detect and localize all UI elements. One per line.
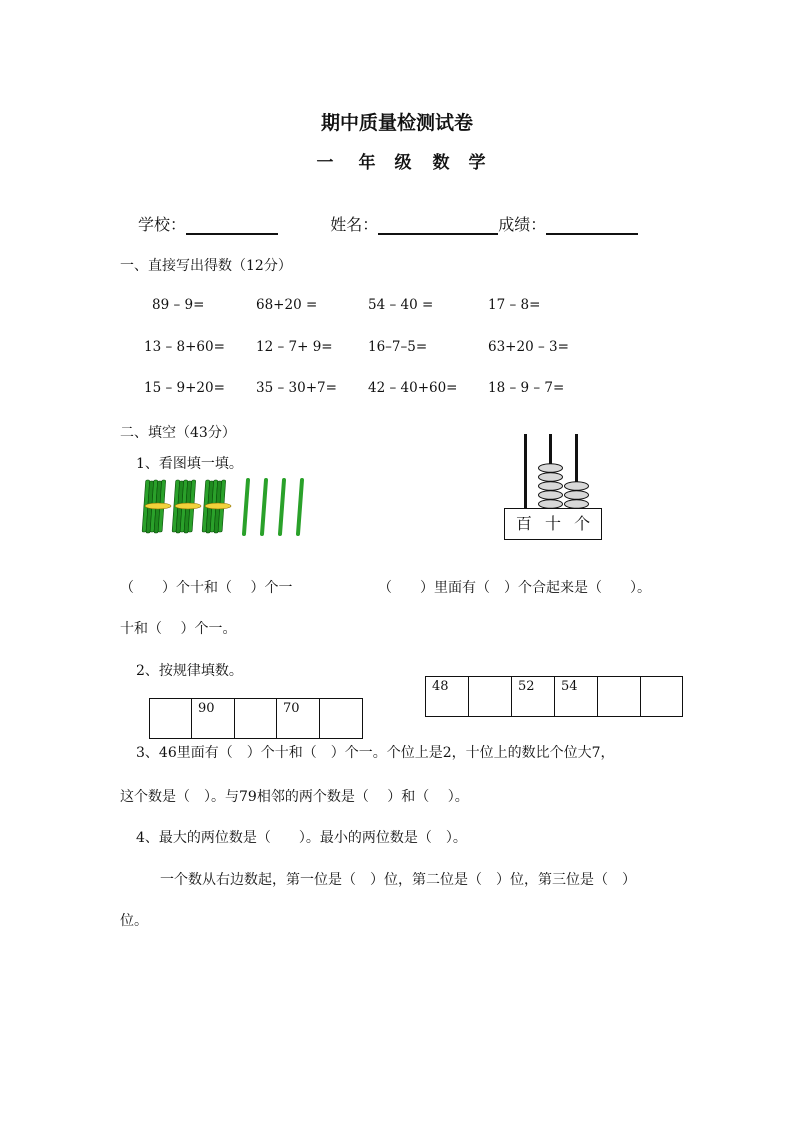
arith-item: 89 – 9= — [152, 297, 205, 313]
q1-label: 1、看图填一填。 — [136, 456, 243, 472]
abacus-bead — [539, 491, 563, 500]
sequence-cell[interactable] — [150, 699, 192, 739]
q3-line1: 3、46里面有（ ）个十和（ ）个一。个位上是2，十位上的数比个位大7， — [136, 745, 615, 761]
sequence-cell[interactable] — [320, 699, 363, 739]
abacus-base — [504, 508, 602, 540]
score-field[interactable] — [546, 215, 638, 235]
arith-item: 63+20 – 3= — [488, 339, 569, 355]
stick-bundle — [202, 480, 231, 533]
section2-heading: 二、填空（43分） — [120, 425, 236, 441]
q1-text-a: （ ）个十和（ ）个一 — [120, 580, 293, 596]
stick-bundle — [172, 480, 201, 533]
abacus-bead — [565, 491, 589, 500]
abacus-place-ones: 个 — [574, 514, 591, 533]
abacus-place-hundreds: 百 — [515, 514, 532, 533]
abacus-icon — [520, 434, 590, 514]
subtitle-char: 学 — [468, 153, 486, 173]
arith-item: 17 – 8= — [488, 297, 541, 313]
arith-item: 68+20 = — [256, 297, 318, 313]
arith-item: 18 – 9 – 7= — [488, 380, 565, 396]
abacus-bead — [565, 482, 589, 491]
header-fields — [138, 212, 638, 235]
subtitle-char: 一 — [316, 153, 334, 173]
sticks-illustration — [140, 476, 320, 538]
school-label: 学校： — [138, 215, 187, 234]
stick-bundles — [142, 480, 231, 533]
q4-line1: 4、最大的两位数是（ ）。最小的两位数是（ ）。 — [136, 830, 467, 846]
bundle-tie — [205, 503, 231, 509]
single-stick — [262, 480, 266, 534]
stick-bundle — [142, 480, 171, 533]
sequence-cell[interactable] — [469, 677, 512, 717]
abacus-bead — [539, 500, 563, 509]
sequence-cell[interactable]: 52 — [512, 677, 555, 717]
arith-item: 15 – 9+20= — [144, 380, 225, 396]
sequence-table-left — [149, 698, 363, 739]
sequence-cell[interactable]: 90 — [192, 699, 235, 739]
score-label: 成绩： — [498, 215, 547, 234]
abacus-place-tens: 十 — [544, 514, 561, 533]
bundle-tie — [145, 503, 171, 509]
subtitle-char: 级 — [394, 153, 412, 173]
single-stick — [280, 480, 284, 534]
sequence-table-right — [425, 676, 683, 717]
arith-item: 13 – 8+60= — [144, 339, 225, 355]
q4-line3: 位。 — [120, 913, 148, 929]
single-stick — [298, 480, 302, 534]
abacus-beads — [539, 464, 589, 509]
q1-text-c: 十和（ ）个一。 — [120, 621, 237, 637]
abacus-bead — [539, 473, 563, 482]
section1-heading: 一、直接写出得数（12分） — [120, 258, 292, 274]
name-label: 姓名： — [330, 215, 379, 234]
q3-line2: 这个数是（ ）。与79相邻的两个数是（ ）和（ ）。 — [120, 789, 469, 805]
name-field[interactable] — [378, 215, 498, 235]
page-title: 期中质量检测试卷 — [320, 112, 473, 134]
q1-text-b: （ ）里面有（ ）个合起来是（ ）。 — [378, 580, 651, 596]
sequence-cell[interactable] — [235, 699, 277, 739]
school-field[interactable] — [186, 215, 278, 235]
abacus-rod — [524, 434, 527, 510]
abacus-bead — [539, 464, 563, 473]
q2-label: 2、按规律填数。 — [136, 663, 243, 679]
single-sticks — [244, 480, 302, 534]
arith-item: 16–7–5= — [368, 339, 428, 355]
q4-line2: 一个数从右边数起，第一位是（ ）位，第二位是（ ）位，第三位是（ ） — [160, 872, 636, 888]
sequence-cell[interactable]: 70 — [277, 699, 320, 739]
subtitle-char: 数 — [432, 153, 450, 173]
sequence-cell[interactable]: 54 — [555, 677, 598, 717]
arith-item: 35 – 30+7= — [256, 380, 337, 396]
subtitle-char: 年 — [358, 153, 376, 173]
abacus-bead — [539, 482, 563, 491]
single-stick — [244, 480, 248, 534]
arith-item: 42 – 40+60= — [368, 380, 458, 396]
bundle-tie — [175, 503, 201, 509]
page-subtitle — [312, 148, 490, 173]
arith-item: 54 – 40 = — [368, 297, 434, 313]
abacus-bead — [565, 500, 589, 509]
sequence-cell[interactable] — [598, 677, 641, 717]
sequence-cell[interactable]: 48 — [426, 677, 469, 717]
sequence-cell[interactable] — [641, 677, 683, 717]
arith-item: 12 – 7+ 9= — [256, 339, 333, 355]
